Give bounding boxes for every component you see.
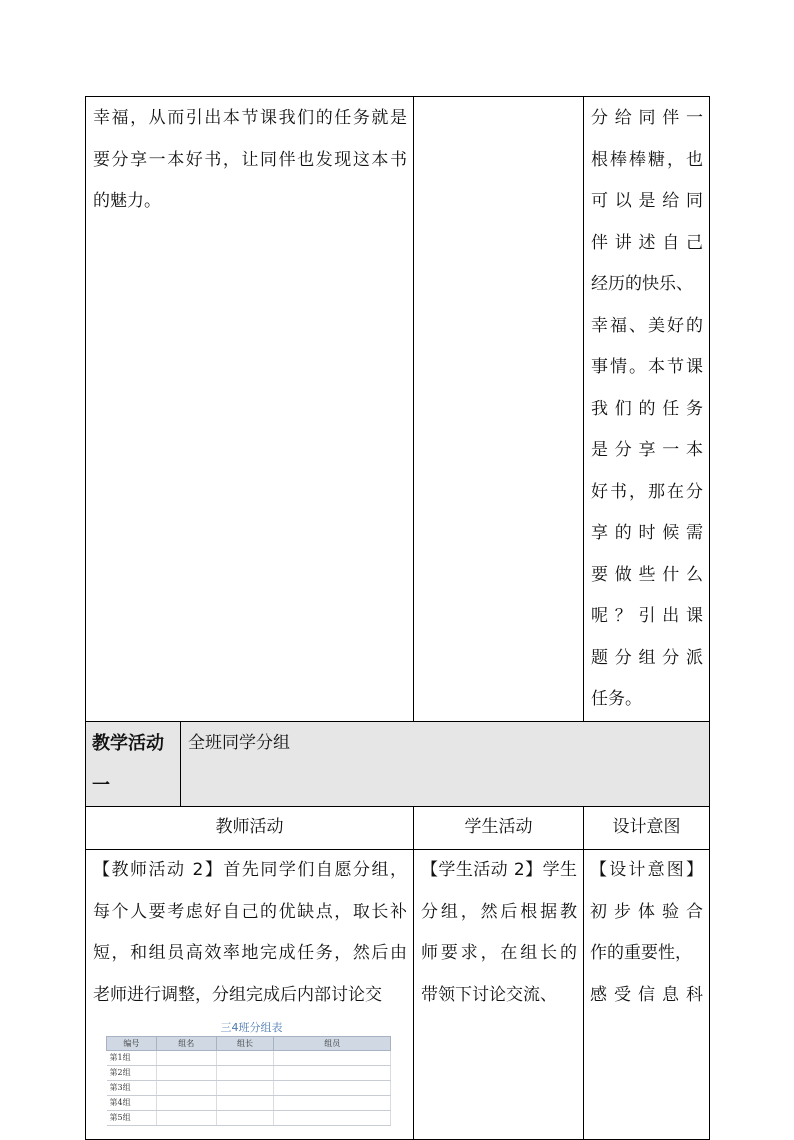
group-table-cell <box>216 1111 274 1126</box>
text-line: 要分享一本好书，让同伴也发现这本书 <box>93 149 407 170</box>
text-line: 我们的任务 <box>591 398 703 419</box>
design-intent-cell <box>584 850 710 1140</box>
text-line: 享的时候需 <box>591 523 703 543</box>
continuation-row <box>86 97 710 722</box>
group-table-cell: 第4组 <box>107 1096 157 1111</box>
text-line: 事情。本节课 <box>591 357 703 377</box>
text-line: 幸福，从而引出本节课我们的任务就是 <box>93 108 407 128</box>
group-table-cell <box>274 1111 391 1126</box>
header-student: 学生活动 <box>414 807 584 850</box>
text-line: 好书，那在分 <box>591 481 703 502</box>
text-line: 幸福、美好的 <box>591 315 703 336</box>
text-line: 任务。 <box>591 689 642 709</box>
group-table-cell: 第1组 <box>107 1051 157 1066</box>
student-activity-cell <box>414 850 584 1140</box>
lesson-plan-table <box>85 96 710 1140</box>
activity-label-cell <box>86 722 181 807</box>
group-table-header: 编号 <box>107 1037 157 1051</box>
activity-label-line: 教学活动 <box>92 733 164 754</box>
activity-content-row <box>86 850 710 1140</box>
header-design: 设计意图 <box>584 807 710 850</box>
text-line: 可以是给同 <box>591 191 703 211</box>
text-line: 带领下讨论交流、 <box>421 984 557 1005</box>
group-table-cell <box>156 1066 216 1081</box>
group-table <box>106 1036 391 1126</box>
text-line: 每个人要考虑好自己的优缺点，取长补 <box>93 901 407 922</box>
text-line: 【设计意图】 <box>590 860 703 880</box>
group-table-cell: 第3组 <box>107 1081 157 1096</box>
text-line: 作的重要性， <box>590 943 692 963</box>
design-continuation-cell <box>584 97 710 722</box>
text-line: 呢？引出课 <box>591 606 703 626</box>
group-table-cell <box>274 1081 391 1096</box>
text-line: 伴讲述自己 <box>591 232 703 253</box>
group-table-cell <box>216 1081 274 1096</box>
group-table-row <box>107 1081 391 1096</box>
group-table-cell <box>156 1111 216 1126</box>
group-table-header: 组员 <box>274 1037 391 1051</box>
activity-row <box>86 722 710 807</box>
text-line: 【学生活动 2】学生 <box>421 860 577 880</box>
group-table-cell <box>156 1051 216 1066</box>
group-table-cell <box>274 1066 391 1081</box>
group-table-cell <box>156 1096 216 1111</box>
group-table-cell <box>156 1081 216 1096</box>
group-table-row <box>107 1096 391 1111</box>
text-line: 感受信息科 <box>590 984 703 1005</box>
group-table-row <box>107 1066 391 1081</box>
group-table-cell <box>216 1096 274 1111</box>
activity-label-line: 一 <box>92 774 110 796</box>
text-line: 是分享一本 <box>591 440 703 460</box>
group-table-cell <box>216 1051 274 1066</box>
text-line: 短，和组员高效率地完成任务，然后由 <box>93 943 407 963</box>
text-line: 师要求，在组长的 <box>421 943 577 963</box>
text-line: 题分组分派 <box>591 647 703 668</box>
group-table-image <box>86 1016 413 1126</box>
text-line: 根棒棒糖，也 <box>591 149 703 170</box>
group-table-cell: 第2组 <box>107 1066 157 1081</box>
group-table-header: 组长 <box>216 1037 274 1051</box>
text-line: 【教师活动 2】首先同学们自愿分组， <box>93 860 407 880</box>
text-line: 分组，然后根据教 <box>421 901 577 922</box>
group-table-title: 三4班分组表 <box>220 1021 283 1034</box>
text-line: 的魅力。 <box>93 191 161 211</box>
text-line: 分给同伴一 <box>591 108 703 128</box>
header-row <box>86 807 710 850</box>
text-line: 老师进行调整，分组完成后内部讨论交 <box>93 984 382 1005</box>
group-table-row <box>107 1111 391 1126</box>
student-continuation-cell <box>414 97 584 722</box>
group-table-cell: 第5组 <box>107 1111 157 1126</box>
activity-title: 全班同学分组 <box>188 733 290 753</box>
group-table-cell <box>216 1066 274 1081</box>
group-table-header: 组名 <box>156 1037 216 1051</box>
text-line: 初步体验合 <box>590 901 703 922</box>
text-line: 经历的快乐、 <box>591 274 693 294</box>
teacher-activity-cell <box>86 850 414 1140</box>
group-table-row <box>107 1051 391 1066</box>
group-table-cell <box>274 1096 391 1111</box>
text-line: 要做些什么 <box>591 564 703 585</box>
teacher-continuation-cell <box>86 97 414 722</box>
header-teacher: 教师活动 <box>86 807 414 850</box>
group-table-cell <box>274 1051 391 1066</box>
activity-title-cell <box>181 722 710 807</box>
